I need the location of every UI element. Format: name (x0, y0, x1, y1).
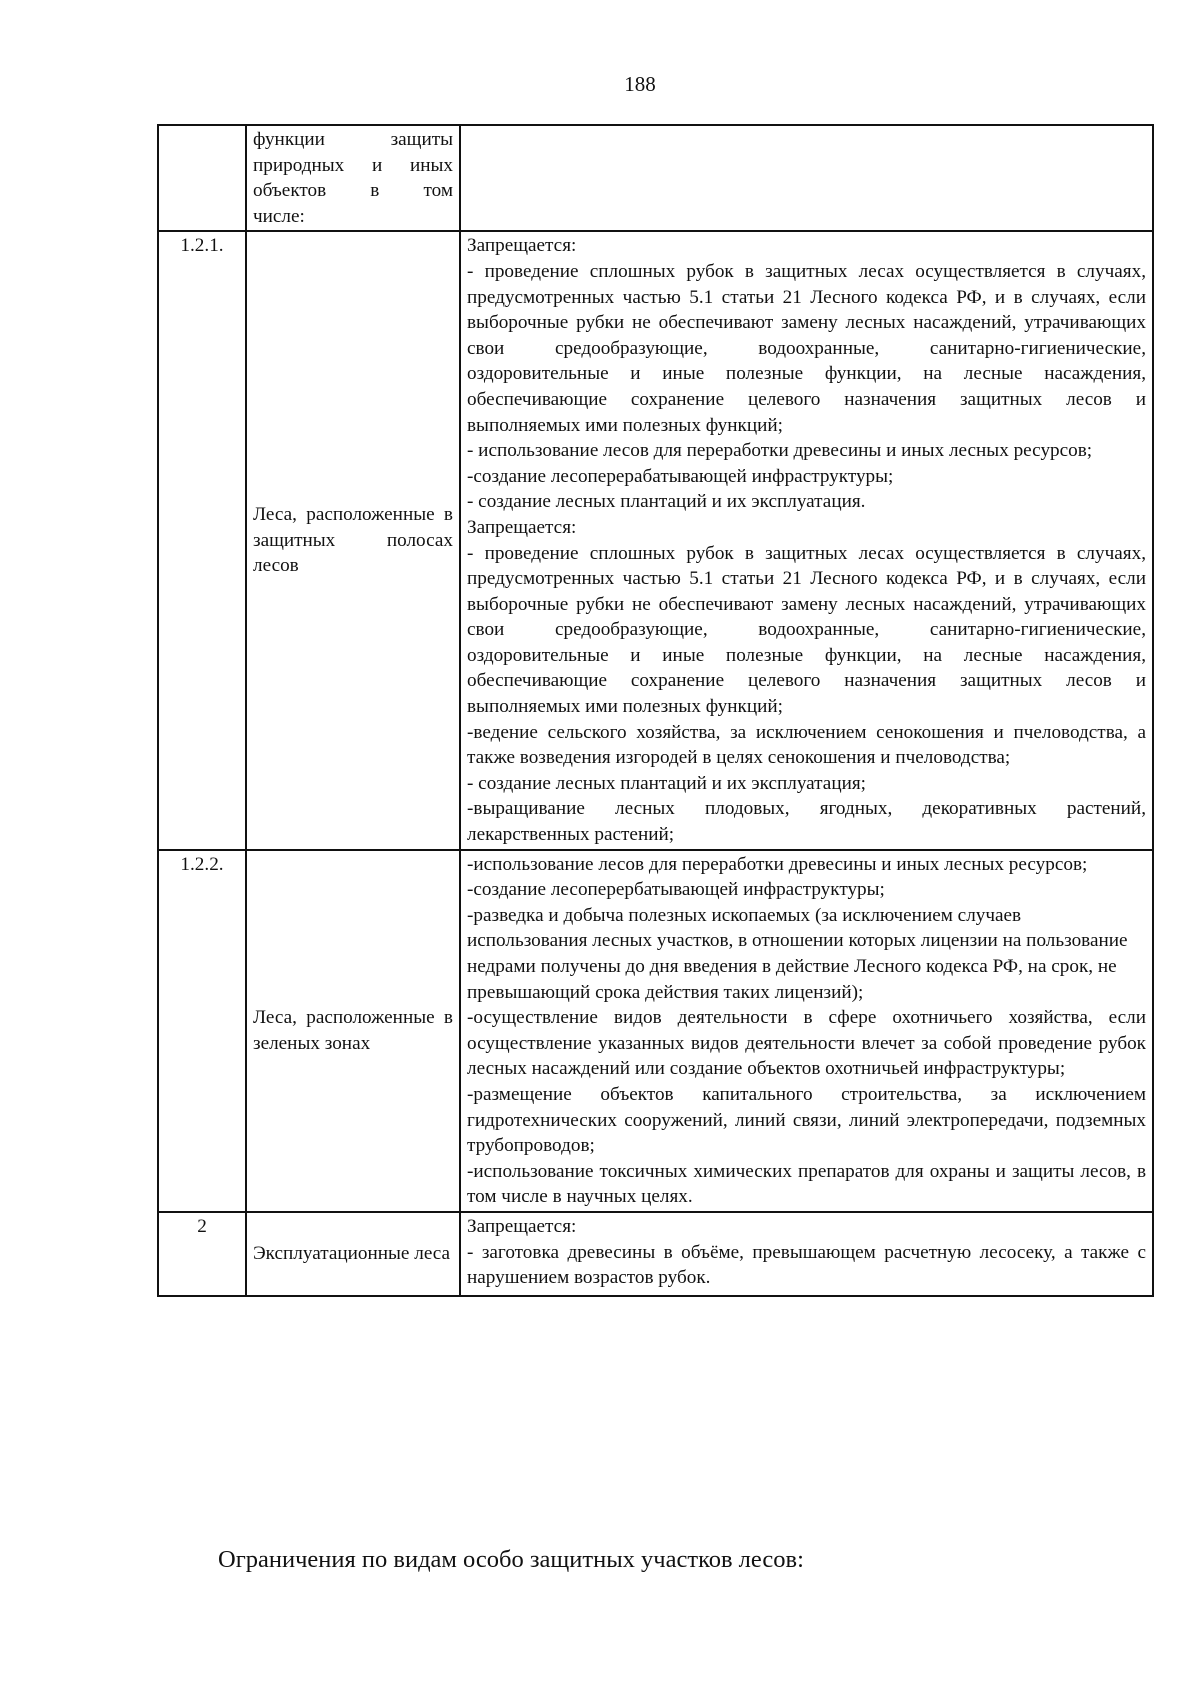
desc-paragraph: -разведка и добыча полезных ископаемых (за исключением случаев использования лесных участков, в отношении которых лицензии на пользование недрами получены до дня введения в действие Лесного кодекса РФ, на срок, не превышающий срока действия таких лицензий); (467, 904, 1128, 1003)
row-name-line: природных и иных (253, 154, 453, 176)
restrictions-table (157, 124, 1154, 1297)
row-name-line: объектов в том (253, 180, 453, 202)
row-number: 1.2.1. (158, 231, 246, 849)
table-row (158, 1212, 1153, 1296)
row-description (460, 125, 1153, 231)
row-description (460, 231, 1153, 849)
table-row (158, 850, 1153, 1212)
desc-paragraph: Запрещается: (467, 1215, 577, 1237)
section-heading: Ограничения по видам особо защитных участков лесов: (218, 1546, 804, 1573)
desc-paragraph: - создание лесных плантаций и их эксплуатация; (467, 772, 867, 794)
desc-paragraph: -создание лесоперербатывающей инфраструктуры; (467, 879, 885, 901)
row-name (246, 231, 460, 849)
desc-paragraph: - заготовка древесины в объёме, превышающем расчетную лесосеку, а также с нарушением возрастов рубок. (467, 1241, 1146, 1289)
desc-paragraph: Запрещается: (467, 516, 577, 538)
desc-paragraph: -создание лесоперерабатывающей инфраструктуры; (467, 465, 894, 487)
row-name-text: Эксплуатационные леса (253, 1243, 451, 1265)
row-description (460, 1212, 1153, 1296)
desc-paragraph: - проведение сплошных рубок в защитных лесах осуществляется в случаях, предусмотренных частью 5.1 статьи 21 Лесного кодекса РФ, и в случаях, если выборочные рубки не обеспечивают замену лесных насаждений, утрачивающих свои средообразующие, водоохранные, санитарно-гигиенические, оздоровительные и иные полезные функции, на лесные насаждения, обеспечивающие сохранение целевого назначения защитных лесов и выполняемых ими полезных функций; (467, 542, 1146, 718)
desc-paragraph: -размещение объектов капитального строительства, за исключением гидротехнических сооружений, линий связи, линий электропередачи, подземных трубопроводов; (467, 1083, 1146, 1157)
row-description (460, 850, 1153, 1212)
row-name-line: числе: (253, 205, 305, 227)
desc-paragraph: - использование лесов для переработки древесины и иных лесных ресурсов; (467, 440, 1093, 462)
row-number: 2 (158, 1212, 246, 1296)
desc-paragraph: - создание лесных плантаций и их эксплуатация. (467, 491, 866, 513)
row-name (246, 850, 460, 1212)
desc-paragraph: Запрещается: (467, 235, 577, 257)
table-row (158, 231, 1153, 849)
row-name-text: Леса, расположенные в защитных полосах лесов (253, 504, 453, 577)
row-name-text: Леса, расположенные в зеленых зонах (253, 1007, 453, 1054)
row-name-line: функции защиты (253, 129, 453, 150)
row-name (246, 1212, 460, 1296)
row-number: 1.2.2. (158, 850, 246, 1212)
desc-paragraph: -выращивание лесных плодовых, ягодных, декоративных растений, лекарственных растений; (467, 798, 1146, 846)
table-row (158, 125, 1153, 231)
page-number: 188 (624, 72, 656, 96)
desc-paragraph: -осуществление видов деятельности в сфере охотничьего хозяйства, если осуществление указанных видов деятельности влечет за собой проведение рубок лесных насаждений или создание объектов охотничьей инфраструктуры; (467, 1007, 1146, 1080)
row-name (246, 125, 460, 231)
desc-paragraph: - проведение сплошных рубок в защитных лесах осуществляется в случаях, предусмотренных частью 5.1 статьи 21 Лесного кодекса РФ, и в случаях, если выборочные рубки не обеспечивают замену лесных насаждений, утрачивающих свои средообразующие, водоохранные, санитарно-гигиенические, оздоровительные и иные полезные функции, на лесные насаждения, обеспечивающие сохранение целевого назначения защитных лесов и выполняемых ими полезных функций; (467, 260, 1146, 436)
desc-paragraph: -ведение сельского хозяйства, за исключением сенокошения и пчеловодства, а также возведения изгородей в целях сенокошения и пчеловодства; (467, 721, 1146, 769)
row-number (158, 125, 246, 231)
desc-paragraph: -использование лесов для переработки древесины и иных лесных ресурсов; (467, 853, 1088, 875)
desc-paragraph: -использование токсичных химических препаратов для охраны и защиты лесов, в том числе в научных целях. (467, 1160, 1146, 1208)
